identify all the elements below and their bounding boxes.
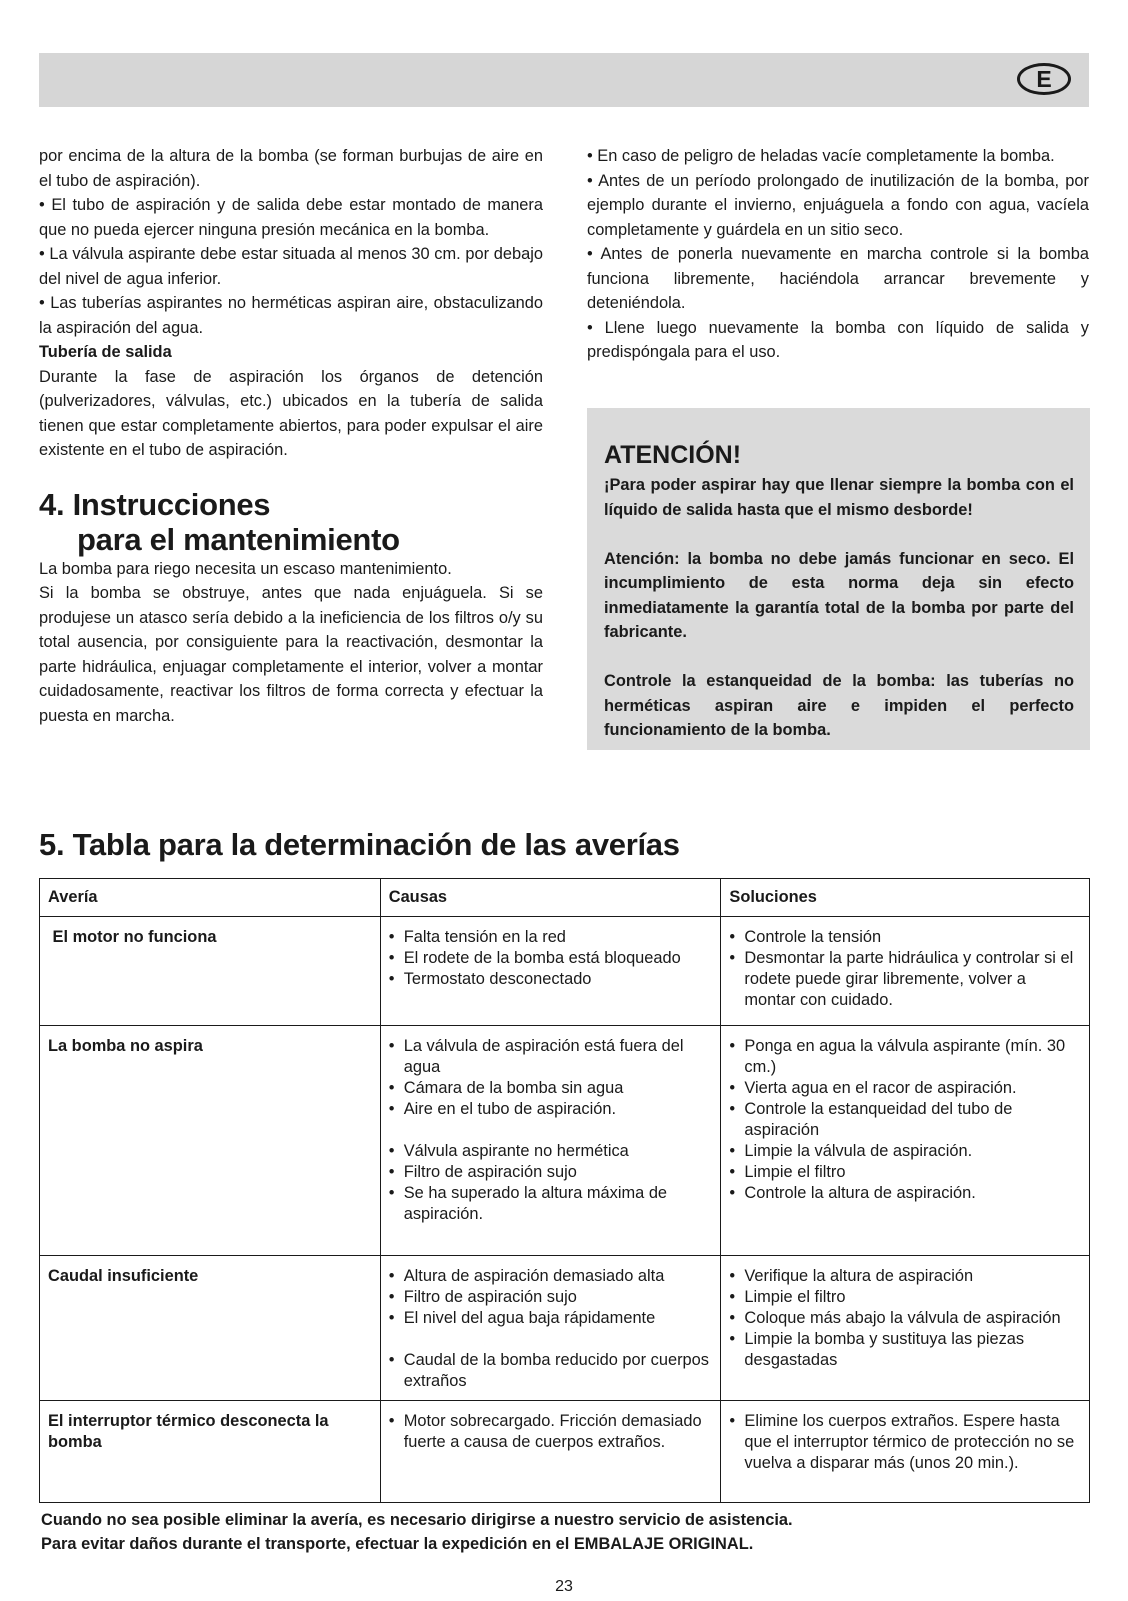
left-column: [39, 144, 543, 728]
paragraph: por encima de la altura de la bomba (se forman burbujas de aire en el tubo de aspiración).: [39, 147, 543, 190]
paragraph: • Antes de ponerla nuevamente en marcha controle si la bomba funciona libremente, haciéndola arrancar brevemente y deteniéndola.: [587, 245, 1089, 312]
paragraph: • La válvula aspirante debe estar situada al menos 30 cm. por debajo del nivel de agua inferior.: [39, 245, 543, 288]
maintenance-intro: La bomba para riego necesita un escaso mantenimiento.: [39, 559, 452, 578]
solutions-cell: [721, 1401, 1090, 1503]
table-row: [40, 917, 1090, 1026]
list-item: • Cámara de la bomba sin agua: [389, 1078, 713, 1099]
paragraph: • Las tuberías aspirantes no herméticas aspiran aire, obstaculizando la aspiración del agua.: [39, 294, 543, 337]
paragraph: • El tubo de aspiración y de salida debe estar montado de manera que no pueda ejercer ninguna presión mecánica en la bomba.: [39, 196, 543, 239]
section-4-title-line1: 4. Instrucciones: [39, 486, 271, 522]
list-item: • Controle la estanqueidad del tubo de aspiración: [729, 1099, 1081, 1141]
list-item: • Elimine los cuerpos extraños. Espere hasta que el interruptor térmico de protección no se vuelva a disparar más (unos 20 min.).: [729, 1411, 1081, 1474]
list-item: • Válvula aspirante no hermética: [389, 1141, 713, 1162]
solutions-list: [729, 1411, 1081, 1474]
causes-list: [389, 927, 713, 990]
causes-list: [389, 1411, 713, 1453]
header-bar: [39, 53, 1089, 107]
troubleshooting-table: [39, 878, 1090, 1503]
shipping-note: Para evitar daños durante el transporte, efectuar la expedición en el EMBALAJE ORIGINAL.: [41, 1535, 754, 1553]
list-item: • Falta tensión en la red: [389, 927, 713, 948]
list-item: • Caudal de la bomba reducido por cuerpos extraños: [389, 1350, 713, 1392]
solutions-list: [729, 927, 1081, 1011]
list-item: • Aire en el tubo de aspiración.: [389, 1099, 713, 1120]
fault-cell: Caudal insuficiente: [40, 1256, 381, 1401]
outlet-heading: Tubería de salida: [39, 343, 172, 361]
list-item: • Desmontar la parte hidráulica y controlar si el rodete puede girar libremente, volver a montar con cuidado.: [729, 948, 1081, 1011]
list-item: • Controle la tensión: [729, 927, 1081, 948]
column-header: Avería: [40, 879, 381, 917]
list-item: • Limpie la bomba y sustituya las piezas desgastadas: [729, 1329, 1081, 1371]
section-5-title: 5. Tabla para la determinación de las averías: [39, 827, 680, 862]
paragraph: • Llene luego nuevamente la bomba con líquido de salida y predispóngala para el uso.: [587, 318, 1089, 361]
solutions-cell: [721, 1026, 1090, 1256]
list-item: • Vierta agua en el racor de aspiración.: [729, 1078, 1081, 1099]
list-item: • Limpie la válvula de aspiración.: [729, 1141, 1081, 1162]
table-header-row: [40, 879, 1090, 917]
list-item: • Altura de aspiración demasiado alta: [389, 1266, 713, 1287]
section-4-title-line2: para el mantenimiento: [77, 521, 400, 557]
list-item: • Ponga en agua la válvula aspirante (mín. 30 cm.): [729, 1036, 1081, 1078]
causes-cell: [380, 1401, 721, 1503]
solutions-cell: [721, 1256, 1090, 1401]
table-row: [40, 1401, 1090, 1503]
causes-list: [389, 1266, 713, 1392]
attention-box: [587, 408, 1090, 750]
fault-cell: La bomba no aspira: [40, 1026, 381, 1256]
fault-cell: [40, 917, 381, 1026]
list-item: • Se ha superado la altura máxima de aspiración.: [389, 1183, 713, 1225]
service-note: Cuando no sea posible eliminar la avería, es necesario dirigirse a nuestro servicio de asistencia.: [41, 1511, 793, 1529]
column-header: Causas: [380, 879, 721, 917]
language-badge: E: [1017, 63, 1071, 95]
attention-text: Atención: la bomba no debe jamás funcionar en seco. El incumplimiento de esta norma deja sin efecto inmediatamente la garantía total de la bomba por parte del fabricante.: [604, 549, 1074, 641]
causes-cell: [380, 917, 721, 1026]
list-item: • Controle la altura de aspiración.: [729, 1183, 1081, 1204]
list-item: • Verifique la altura de aspiración: [729, 1266, 1081, 1287]
fault-cell: El interruptor térmico desconecta la bomba: [40, 1401, 381, 1503]
list-item: • Filtro de aspiración sujo: [389, 1287, 713, 1308]
list-item: • Filtro de aspiración sujo: [389, 1162, 713, 1183]
footer-notes: [41, 1508, 793, 1556]
list-item: • La válvula de aspiración está fuera del agua: [389, 1036, 713, 1078]
attention-title: ATENCIÓN!: [604, 441, 742, 469]
attention-text: Controle la estanqueidad de la bomba: las tuberías no herméticas aspiran aire e impiden el perfecto funcionamiento de la bomba.: [604, 672, 1074, 739]
attention-text: ¡Para poder aspirar hay que llenar siempre la bomba con el líquido de salida hasta que el mismo desborde!: [604, 476, 1074, 519]
solutions-list: [729, 1266, 1081, 1371]
table-row: [40, 1026, 1090, 1256]
table-row: [40, 1256, 1090, 1401]
paragraph: • Antes de un período prolongado de inutilización de la bomba, por ejemplo durante el invierno, enjuáguela a fondo con agua, vacíela completamente y guárdela en un sitio seco.: [587, 171, 1089, 239]
causes-cell: [380, 1026, 721, 1256]
fault-text: El motor no funciona: [48, 928, 217, 946]
outlet-text: Durante la fase de aspiración los órganos de detención (pulverizadores, válvulas, etc.) ubicados en la tubería de salida tienen que estar completamente abiertos, para poder expulsar el aire existente en el tubo de aspiración.: [39, 367, 543, 459]
list-item: • Motor sobrecargado. Fricción demasiado fuerte a causa de cuerpos extraños.: [389, 1411, 713, 1453]
right-column: [587, 144, 1089, 365]
column-header: Soluciones: [721, 879, 1090, 917]
list-item: • Limpie el filtro: [729, 1162, 1081, 1183]
page-number: 23: [555, 1578, 573, 1595]
causes-list: [389, 1036, 713, 1225]
solutions-list: [729, 1036, 1081, 1204]
list-item: • Coloque más abajo la válvula de aspiración: [729, 1308, 1081, 1329]
causes-cell: [380, 1256, 721, 1401]
list-item: • El rodete de la bomba está bloqueado: [389, 948, 713, 969]
list-item: • El nivel del agua baja rápidamente: [389, 1308, 713, 1329]
list-item: • Termostato desconectado: [389, 969, 713, 990]
maintenance-text: Si la bomba se obstruye, antes que nada enjuáguela. Si se produjese un atasco sería debido a la ineficiencia de los filtros o/y su total ausencia, por consiguiente para la reactivación, desmontar la parte hidráulica, enjuagar completamente el interior, volver a montar cuidadosamente, reactivar los filtros de forma correcta y efectuar la puesta en marcha.: [39, 584, 543, 725]
section-4-title: [39, 487, 543, 557]
paragraph: • En caso de peligro de heladas vacíe completamente la bomba.: [587, 147, 1055, 165]
solutions-cell: [721, 917, 1090, 1026]
list-item: • Limpie el filtro: [729, 1287, 1081, 1308]
